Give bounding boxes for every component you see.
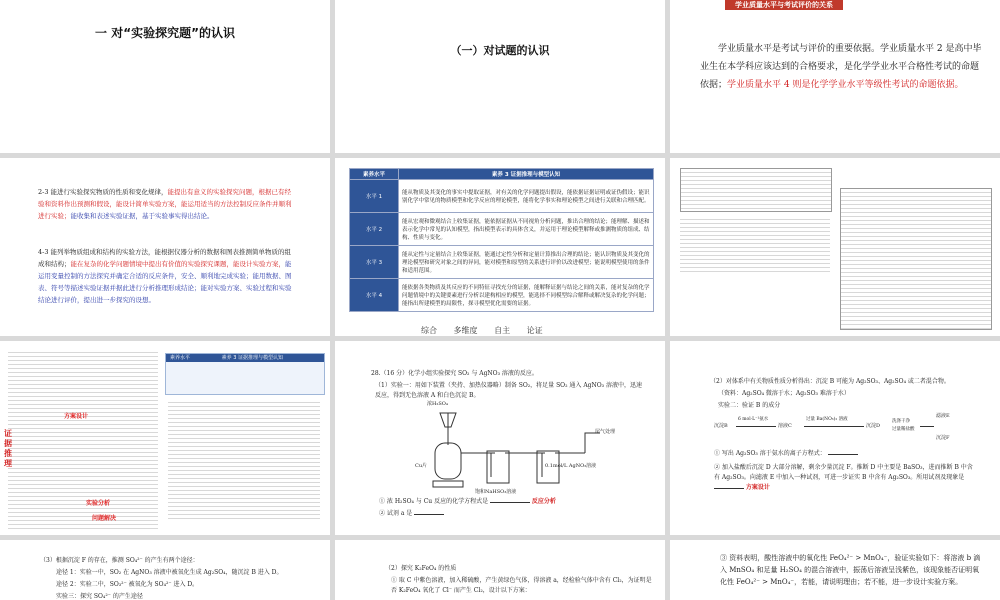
question-1: （1）实验一：用如下装置（夹持、加热仪器略）制备 SO₂，将足量 SO₂ 通入 AgNO₃ 溶液中，迅速反应，得到无色溶液 A 和白色沉淀 B。 xyxy=(375,382,642,399)
question-title: 28.（16 分）化学小组实验探究 SO₂ 与 AgNO₃ 溶液的反应。 xyxy=(371,370,538,377)
label-nahso3: 饱和NaHSO₃溶液 xyxy=(475,489,517,495)
slide-4-p1-blue: 能收集和表述实验证据，基于实验事实得出结论。 xyxy=(70,212,214,220)
table-cell-text: 能依据各类物质及其反应的不同特征寻找充分的证据，能解释证据与结论之间的关系，能对复杂的化学问题情境中的关键要素进行分析以建构相应的模型，能选择不同模型综合解释或解决复杂的化学问题；能指出所建模型的局限性，探寻模型优化需要的证据。 xyxy=(399,279,654,312)
question-1a xyxy=(379,497,649,507)
slide-4[interactable] xyxy=(0,158,330,336)
box-title-b: 素养 3 证据推理与模型认知 xyxy=(221,355,283,361)
apparatus-diagram xyxy=(425,403,635,493)
table-row xyxy=(350,279,654,312)
slide-8[interactable] xyxy=(335,341,665,535)
slide-4-p1-red: 能提出有意义的实验探究问题，根据已有经验和资料作出预测和假设，能设计简单实验方案，能运用适当的方法控制反应条件并顺利进行实验； xyxy=(38,188,292,220)
slide-2-title: （一）对试题的认识 xyxy=(450,44,550,57)
flow-step: 溶液C xyxy=(778,423,792,429)
table-header-literacy: 素养 3 证据推理与模型认知 xyxy=(399,169,654,180)
vertical-label xyxy=(4,429,14,469)
footer-word: 自主 xyxy=(494,326,511,335)
slide-3-banner: 学业质量水平与考试评价的关系 xyxy=(725,0,843,10)
table-cell-level: 水平 2 xyxy=(350,213,399,246)
slide-1-title: 一 对“实验探究题”的认识 xyxy=(95,26,235,40)
footer-word: 多维度 xyxy=(453,326,478,335)
scanned-table-left xyxy=(680,168,832,212)
slide-3-paragraph xyxy=(700,40,985,94)
flow-step: 6 mol·L⁻¹氨水 xyxy=(738,417,769,422)
red-note: 方案设计 xyxy=(745,484,770,491)
footer-word: 论证 xyxy=(526,326,543,335)
slide-4-p2-lead: 4-3 能列举物质组成和结构的实验方法，能根据仪器分析的数据和图表推测简单物质的组成和结构； xyxy=(38,248,292,268)
slide-1[interactable] xyxy=(0,0,330,153)
slide-3-text-b: 学业质量水平 4 则是化学学业水平等级性考试的命题依据。 xyxy=(727,80,964,90)
literacy-box xyxy=(165,353,325,395)
scanned-question xyxy=(8,349,158,529)
label-char: 理 xyxy=(4,459,12,468)
slide-5-table xyxy=(349,168,654,312)
red-note: 方案设计 xyxy=(64,413,89,420)
footer-word: 综合 xyxy=(421,326,437,335)
slide-10[interactable] xyxy=(0,540,330,600)
text-line: （3）根据沉淀 F 的存在，推测 SO₄²⁻ 的产生有两个途径： xyxy=(40,557,199,564)
table-cell-text: 能从定性与定量结合上收集证据，能通过定性分析和定量计算推出合理的结论；能认识物质及其变化的理论模型和研究对象之间的异同，能对模型和原型的关系进行评价以改进模型；能说明模型使用的条件和适用范围。 xyxy=(399,246,654,279)
table-row xyxy=(350,213,654,246)
slide-2[interactable] xyxy=(335,0,665,153)
label-conc-acid: 浓H₂SO₄ xyxy=(427,401,448,407)
flow-step: 沉淀D xyxy=(866,423,881,429)
slide-3-text-a: 学业质量水平是考试与评价的重要依据。学业质量水平 2 是高中毕业生在本学科应该达到的合格要求，是化学学业水平合格性考试的命题依据； xyxy=(700,44,982,90)
slide-4-para-1 xyxy=(38,186,294,222)
flow-step: 洗涤干净 xyxy=(892,419,910,424)
slide-11[interactable] xyxy=(335,540,665,600)
label-agno3: 0.1mol/L AgNO₃溶液 xyxy=(545,463,597,469)
flow-arrow xyxy=(804,426,864,427)
flow-step: 沉淀F xyxy=(936,435,950,441)
red-note: 实验分析 xyxy=(86,500,111,507)
box-title-a: 素养水平 xyxy=(170,355,191,361)
flow-arrow xyxy=(920,426,934,427)
label-cu: Cu片 xyxy=(415,463,428,469)
scanned-table-right xyxy=(840,188,992,330)
slide-9[interactable] xyxy=(670,341,1000,535)
flow-step: 沉淀B xyxy=(714,423,728,429)
question-2a xyxy=(714,449,984,459)
question-1b-text: ② 试剂 a 是 xyxy=(379,510,413,517)
scanned-standard-text xyxy=(168,399,320,519)
question-1b xyxy=(379,509,649,519)
table-cell-level: 水平 3 xyxy=(350,246,399,279)
flow-arrow xyxy=(736,426,776,427)
label-char: 推 xyxy=(4,449,12,458)
question-2-exp: 实验二：验证 B 的成分 xyxy=(718,402,781,409)
table-cell-level: 水平 4 xyxy=(350,279,399,312)
text-line: 实验三：探究 SO₄²⁻ 的产生途径 xyxy=(56,593,143,600)
flow-step: 过量稀盐酸 xyxy=(892,427,915,432)
slide-5[interactable] xyxy=(335,158,665,336)
slide-12[interactable] xyxy=(670,540,1000,600)
table-row xyxy=(350,180,654,213)
text-line: 途径 2：实验二中，SO₃²⁻ 被氧化为 SO₄²⁻ 进入 D。 xyxy=(56,581,199,588)
question-1a-text: ① 浓 H₂SO₄ 与 Cu 反应的化学方程式是 xyxy=(379,498,489,505)
slide-7[interactable] xyxy=(0,341,330,535)
slide-4-p2-red: 能在复杂的化学问题情境中提出有价值的实验探究课题，能设计实验方案， xyxy=(70,260,285,268)
question-2-info: （资料：Ag₂SO₄ 微溶于水；Ag₂SO₃ 难溶于水） xyxy=(718,390,850,397)
slide-5-footer xyxy=(421,325,543,336)
scanned-text-left xyxy=(680,216,830,272)
question-2b-text: ② 加入盐酸后沉淀 D 大部分溶解，剩余少量沉淀 F。推断 D 中主要是 BaSO₃，进而推断 B 中含有 Ag₂SO₃。向滤液 E 中加入一种试剂，可进一步证实 B 中含有 Ag₂SO₃。所用试剂及现象是 xyxy=(714,464,973,481)
text-line: 途径 1：实验一中，SO₂ 在 AgNO₃ 溶液中被氧化生成 Ag₂SO₄，随沉淀 B 进入 D。 xyxy=(56,569,283,576)
label-char: 证 xyxy=(4,429,12,438)
table-header-level: 素养水平 xyxy=(350,169,399,180)
slide-4-para-2 xyxy=(38,246,294,306)
slide-4-p1-lead: 2-3 能进行实验探究物质的性质和变化规律， xyxy=(38,188,168,196)
table-cell-text: 能从宏观和微观结合上收集证据，能依据证据从不同视角分析问题，推出合理的结论；能理解、描述和表示化学中常见的认知模型，指出模型表示的具体含义，并运用于理论模型解释或推测物质的组成、结构、性质与变化。 xyxy=(399,213,654,246)
label-tail-gas: 尾气处理 xyxy=(595,429,616,435)
slide-4-p2-blue: 能运用变量控制的方法探究并确定合适的反应条件，安全、顺利地完成实验；能用数据、图表、符号等描述实验证据并据此进行分析推理形成结论；能对实验方案、实验过程和实验结论进行评价，提出进一步探究的设想。 xyxy=(38,260,292,304)
flow-step: 过量 Ba(NO₃)₂ 溶液 xyxy=(806,417,848,422)
slide-3[interactable] xyxy=(670,0,1000,153)
flow-step: 滤液E xyxy=(936,413,950,419)
text-line: ① 取 C 中紫色溶液，加入稀硫酸，产生黄绿色气体，得溶液 a，经检验气体中含有 Cl₂，为证明是否 K₂FeO₄ 氧化了 Cl⁻ 而产生 Cl₂，设计以下方案： xyxy=(391,577,652,594)
question-2b xyxy=(714,463,974,493)
table-row xyxy=(350,246,654,279)
slide-6[interactable] xyxy=(670,158,1000,336)
text-line: （2）探究 K₂FeO₄ 的性质 xyxy=(385,565,457,572)
table-cell-level: 水平 1 xyxy=(350,180,399,213)
table-cell-text: 能从物质及其变化的事实中提取证据，对有关的化学问题提出假设，能依据证据证明或证伪假设；能识别化学中常见的物质模型和化学反应的理论模型，能将化学事实和理论模型之间进行关联和合理匹配。 xyxy=(399,180,654,213)
red-note: 反应分析 xyxy=(531,498,556,505)
text-line: ③ 资料表明，酸性溶液中的氧化性 FeO₄²⁻ > MnO₄⁻，验证实验如下：将溶液 b 滴入 MnSO₄ 和足量 H₂SO₄ 的混合溶液中，振荡后溶液呈浅紫色，该现象能否证明氧化性 FeO₄²⁻ > MnO₄⁻，若能，请说明理由；若不能，进一步设计实验方案。 xyxy=(720,554,981,586)
label-char: 据 xyxy=(4,439,12,448)
question-2: （2）对体系中有关物质性质分析得出：沉淀 B 可能为 Ag₂SO₃、Ag₂SO₄ 或二者混合物。 xyxy=(710,378,950,385)
question-2a-text: ① 写出 Ag₂SO₃ 溶于氨水的离子方程式： xyxy=(714,450,826,457)
red-note: 问题解决 xyxy=(92,515,117,522)
